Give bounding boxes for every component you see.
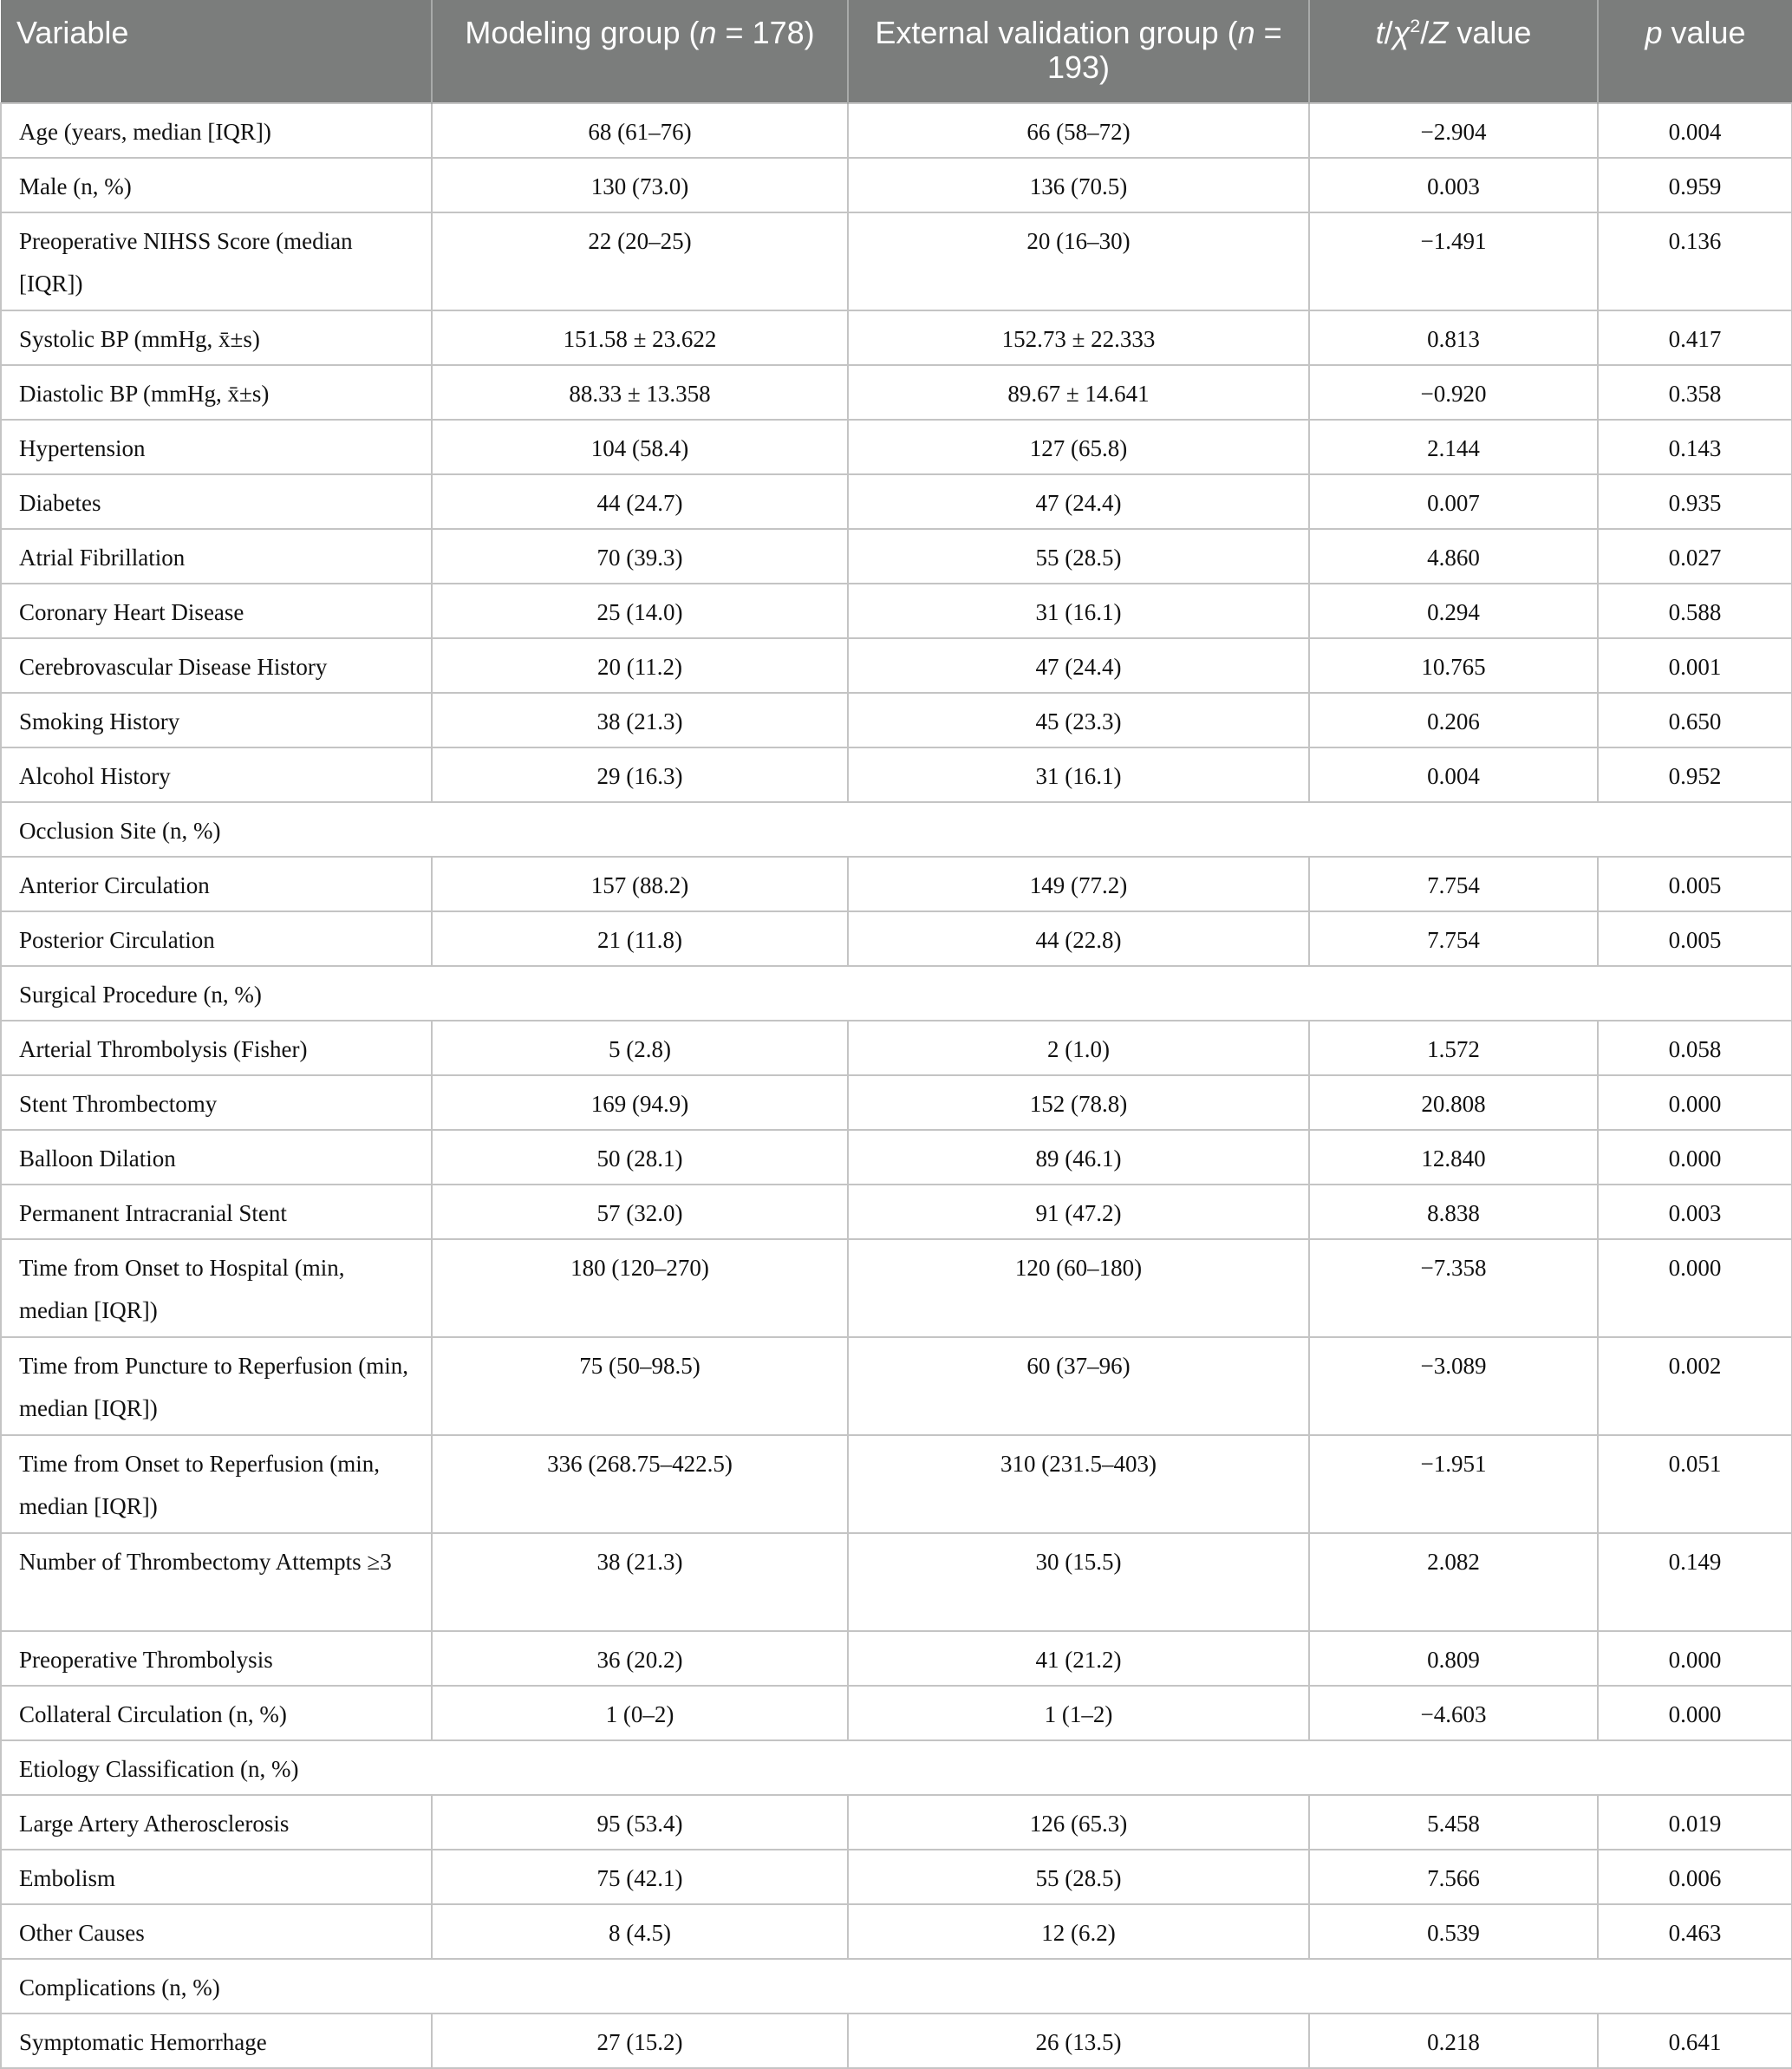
- p-value-cell: 0.019: [1598, 1795, 1792, 1850]
- p-value-cell: 0.149: [1598, 1533, 1792, 1631]
- variable-cell: Permanent Intracranial Stent: [1, 1185, 432, 1239]
- validation-value-cell: 152.73 ± 22.333: [848, 310, 1309, 365]
- p-value-cell: 0.143: [1598, 420, 1792, 474]
- validation-value-cell: 47 (24.4): [848, 638, 1309, 693]
- p-value-cell: 0.004: [1598, 103, 1792, 158]
- statistic-cell: −7.358: [1309, 1239, 1598, 1337]
- p-value-cell: 0.000: [1598, 1631, 1792, 1686]
- statistic-cell: 0.539: [1309, 1904, 1598, 1959]
- validation-value-cell: 26 (13.5): [848, 2014, 1309, 2068]
- validation-value-cell: 66 (58–72): [848, 103, 1309, 158]
- variable-cell: Preoperative NIHSS Score (median [IQR]): [1, 212, 432, 310]
- section-header-row: [1, 966, 1792, 1021]
- variable-cell: Systolic BP (mmHg, x̄±s): [1, 310, 432, 365]
- section-header-row: [1, 802, 1792, 857]
- p-value-cell: 0.641: [1598, 2014, 1792, 2068]
- validation-value-cell: 2 (1.0): [848, 1021, 1309, 1075]
- validation-value-cell: 55 (28.5): [848, 529, 1309, 584]
- modeling-value-cell: 68 (61–76): [432, 103, 848, 158]
- variable-cell: Male (n, %): [1, 158, 432, 212]
- table-header: [1, 0, 1792, 103]
- modeling-value-cell: 88.33 ± 13.358: [432, 365, 848, 420]
- statistic-cell: 12.840: [1309, 1130, 1598, 1185]
- validation-value-cell: 127 (65.8): [848, 420, 1309, 474]
- statistic-cell: 7.754: [1309, 911, 1598, 966]
- p-value-cell: 0.358: [1598, 365, 1792, 420]
- validation-value-cell: 152 (78.8): [848, 1075, 1309, 1130]
- header-test-statistic: $t/\chi^2/Z$ value: [1309, 0, 1598, 103]
- statistic-cell: 4.860: [1309, 529, 1598, 584]
- variable-cell: Diabetes: [1, 474, 432, 529]
- statistic-cell: 0.007: [1309, 474, 1598, 529]
- modeling-value-cell: 50 (28.1): [432, 1130, 848, 1185]
- modeling-value-cell: 70 (39.3): [432, 529, 848, 584]
- statistic-cell: 0.004: [1309, 747, 1598, 802]
- validation-value-cell: 89 (46.1): [848, 1130, 1309, 1185]
- modeling-value-cell: 5 (2.8): [432, 1021, 848, 1075]
- statistic-cell: 10.765: [1309, 638, 1598, 693]
- validation-value-cell: 149 (77.2): [848, 857, 1309, 911]
- statistic-cell: 2.082: [1309, 1533, 1598, 1631]
- modeling-value-cell: 169 (94.9): [432, 1075, 848, 1130]
- modeling-value-cell: 38 (21.3): [432, 693, 848, 747]
- table-row: [1, 1850, 1792, 1904]
- table-row: [1, 529, 1792, 584]
- variable-cell: Arterial Thrombolysis (Fisher): [1, 1021, 432, 1075]
- variable-cell: Alcohol History: [1, 747, 432, 802]
- modeling-value-cell: 22 (20–25): [432, 212, 848, 310]
- statistic-cell: −3.089: [1309, 1337, 1598, 1435]
- variable-cell: Coronary Heart Disease: [1, 584, 432, 638]
- p-value-cell: 0.058: [1598, 1021, 1792, 1075]
- p-value-cell: 0.006: [1598, 1850, 1792, 1904]
- variable-cell: Embolism: [1, 1850, 432, 1904]
- validation-value-cell: 12 (6.2): [848, 1904, 1309, 1959]
- variable-cell: Atrial Fibrillation: [1, 529, 432, 584]
- statistic-cell: 20.808: [1309, 1075, 1598, 1130]
- validation-value-cell: 310 (231.5–403): [848, 1435, 1309, 1533]
- variable-cell: Stent Thrombectomy: [1, 1075, 432, 1130]
- section-label: Occlusion Site (n, %): [1, 802, 1792, 857]
- table-row: [1, 1904, 1792, 1959]
- p-value-cell: 0.463: [1598, 1904, 1792, 1959]
- variable-cell: Large Artery Atherosclerosis: [1, 1795, 432, 1850]
- modeling-value-cell: 336 (268.75–422.5): [432, 1435, 848, 1533]
- section-header-row: [1, 1959, 1792, 2014]
- modeling-value-cell: 130 (73.0): [432, 158, 848, 212]
- statistic-cell: 2.144: [1309, 420, 1598, 474]
- variable-cell: Preoperative Thrombolysis: [1, 1631, 432, 1686]
- variable-cell: Symptomatic Hemorrhage: [1, 2014, 432, 2068]
- modeling-value-cell: 20 (11.2): [432, 638, 848, 693]
- variable-cell: Diastolic BP (mmHg, x̄±s): [1, 365, 432, 420]
- p-value-cell: 0.952: [1598, 747, 1792, 802]
- table-row: [1, 1337, 1792, 1435]
- p-value-cell: 0.000: [1598, 1130, 1792, 1185]
- modeling-value-cell: 36 (20.2): [432, 1631, 848, 1686]
- statistic-cell: 8.838: [1309, 1185, 1598, 1239]
- table-row: [1, 1631, 1792, 1686]
- p-value-cell: 0.005: [1598, 857, 1792, 911]
- modeling-value-cell: 38 (21.3): [432, 1533, 848, 1631]
- statistic-cell: 7.754: [1309, 857, 1598, 911]
- validation-value-cell: 55 (28.5): [848, 1850, 1309, 1904]
- validation-value-cell: 31 (16.1): [848, 584, 1309, 638]
- table-row: [1, 857, 1792, 911]
- modeling-value-cell: 180 (120–270): [432, 1239, 848, 1337]
- modeling-value-cell: 21 (11.8): [432, 911, 848, 966]
- variable-cell: Anterior Circulation: [1, 857, 432, 911]
- table-row: [1, 1021, 1792, 1075]
- modeling-value-cell: 8 (4.5): [432, 1904, 848, 1959]
- statistic-cell: 7.566: [1309, 1850, 1598, 1904]
- table-row: [1, 1533, 1792, 1631]
- variable-cell: Balloon Dilation: [1, 1130, 432, 1185]
- p-value-cell: 0.051: [1598, 1435, 1792, 1533]
- table-row: [1, 1795, 1792, 1850]
- table-row: [1, 474, 1792, 529]
- variable-cell: Time from Onset to Reperfusion (min, median [IQR]): [1, 1435, 432, 1533]
- header-modeling-group: Modeling group (n = 178): [432, 0, 848, 103]
- p-value-cell: 0.417: [1598, 310, 1792, 365]
- statistic-cell: 5.458: [1309, 1795, 1598, 1850]
- statistic-cell: −1.951: [1309, 1435, 1598, 1533]
- modeling-value-cell: 75 (42.1): [432, 1850, 848, 1904]
- p-value-cell: 0.005: [1598, 911, 1792, 966]
- validation-value-cell: 91 (47.2): [848, 1185, 1309, 1239]
- table-row: [1, 911, 1792, 966]
- validation-value-cell: 20 (16–30): [848, 212, 1309, 310]
- table-row: [1, 365, 1792, 420]
- header-external-validation-group: External validation group (n = 193): [848, 0, 1309, 103]
- modeling-value-cell: 1 (0–2): [432, 1686, 848, 1740]
- modeling-value-cell: 44 (24.7): [432, 474, 848, 529]
- table-row: [1, 158, 1792, 212]
- variable-cell: Collateral Circulation (n, %): [1, 1686, 432, 1740]
- statistic-cell: −1.491: [1309, 212, 1598, 310]
- validation-value-cell: 1 (1–2): [848, 1686, 1309, 1740]
- table-row: [1, 310, 1792, 365]
- variable-cell: Cerebrovascular Disease History: [1, 638, 432, 693]
- table-row: [1, 1130, 1792, 1185]
- validation-value-cell: 41 (21.2): [848, 1631, 1309, 1686]
- statistic-cell: 0.218: [1309, 2014, 1598, 2068]
- variable-cell: Posterior Circulation: [1, 911, 432, 966]
- table-row: [1, 212, 1792, 310]
- header-p-value: p value: [1598, 0, 1792, 103]
- table-row: [1, 693, 1792, 747]
- table-row: [1, 584, 1792, 638]
- p-value-cell: 0.588: [1598, 584, 1792, 638]
- variable-cell: Hypertension: [1, 420, 432, 474]
- modeling-value-cell: 75 (50–98.5): [432, 1337, 848, 1435]
- header-variable: Variable: [1, 0, 432, 103]
- table-row: [1, 1435, 1792, 1533]
- validation-value-cell: 120 (60–180): [848, 1239, 1309, 1337]
- section-header-row: [1, 1740, 1792, 1795]
- p-value-cell: 0.000: [1598, 1239, 1792, 1337]
- p-value-cell: 0.650: [1598, 693, 1792, 747]
- statistic-cell: 0.206: [1309, 693, 1598, 747]
- statistic-cell: 0.003: [1309, 158, 1598, 212]
- table-row: [1, 103, 1792, 158]
- statistic-cell: 1.572: [1309, 1021, 1598, 1075]
- validation-value-cell: 31 (16.1): [848, 747, 1309, 802]
- variable-cell: Age (years, median [IQR]): [1, 103, 432, 158]
- validation-value-cell: 44 (22.8): [848, 911, 1309, 966]
- modeling-value-cell: 27 (15.2): [432, 2014, 848, 2068]
- validation-value-cell: 45 (23.3): [848, 693, 1309, 747]
- section-label: Etiology Classification (n, %): [1, 1740, 1792, 1795]
- modeling-value-cell: 57 (32.0): [432, 1185, 848, 1239]
- validation-value-cell: 30 (15.5): [848, 1533, 1309, 1631]
- p-value-cell: 0.935: [1598, 474, 1792, 529]
- statistic-cell: −4.603: [1309, 1686, 1598, 1740]
- modeling-value-cell: 95 (53.4): [432, 1795, 848, 1850]
- p-value-cell: 0.003: [1598, 1185, 1792, 1239]
- modeling-value-cell: 104 (58.4): [432, 420, 848, 474]
- variable-cell: Smoking History: [1, 693, 432, 747]
- table-row: [1, 747, 1792, 802]
- validation-value-cell: 47 (24.4): [848, 474, 1309, 529]
- validation-value-cell: 60 (37–96): [848, 1337, 1309, 1435]
- table-row: [1, 420, 1792, 474]
- statistic-cell: 0.813: [1309, 310, 1598, 365]
- header-row: [1, 0, 1792, 103]
- p-value-cell: 0.001: [1598, 638, 1792, 693]
- table-row: [1, 1185, 1792, 1239]
- p-value-cell: 0.959: [1598, 158, 1792, 212]
- modeling-value-cell: 25 (14.0): [432, 584, 848, 638]
- statistic-cell: 0.809: [1309, 1631, 1598, 1686]
- variable-cell: Time from Onset to Hospital (min, median [IQR]): [1, 1239, 432, 1337]
- validation-value-cell: 89.67 ± 14.641: [848, 365, 1309, 420]
- modeling-value-cell: 29 (16.3): [432, 747, 848, 802]
- modeling-value-cell: 151.58 ± 23.622: [432, 310, 848, 365]
- validation-value-cell: 136 (70.5): [848, 158, 1309, 212]
- p-value-cell: 0.002: [1598, 1337, 1792, 1435]
- variable-cell: Number of Thrombectomy Attempts ≥3: [1, 1533, 432, 1631]
- variable-cell: Time from Puncture to Reperfusion (min, median [IQR]): [1, 1337, 432, 1435]
- table-row: [1, 1075, 1792, 1130]
- statistic-cell: −2.904: [1309, 103, 1598, 158]
- table-row: [1, 1686, 1792, 1740]
- variable-cell: Other Causes: [1, 1904, 432, 1959]
- p-value-cell: 0.000: [1598, 1686, 1792, 1740]
- modeling-value-cell: 157 (88.2): [432, 857, 848, 911]
- table-row: [1, 1239, 1792, 1337]
- statistic-cell: −0.920: [1309, 365, 1598, 420]
- statistic-cell: 0.294: [1309, 584, 1598, 638]
- section-label: Surgical Procedure (n, %): [1, 966, 1792, 1021]
- table-body: [1, 103, 1792, 2068]
- p-value-cell: 0.136: [1598, 212, 1792, 310]
- table-row: [1, 2014, 1792, 2068]
- table-row: [1, 638, 1792, 693]
- p-value-cell: 0.000: [1598, 1075, 1792, 1130]
- section-label: Complications (n, %): [1, 1959, 1792, 2014]
- p-value-cell: 0.027: [1598, 529, 1792, 584]
- validation-value-cell: 126 (65.3): [848, 1795, 1309, 1850]
